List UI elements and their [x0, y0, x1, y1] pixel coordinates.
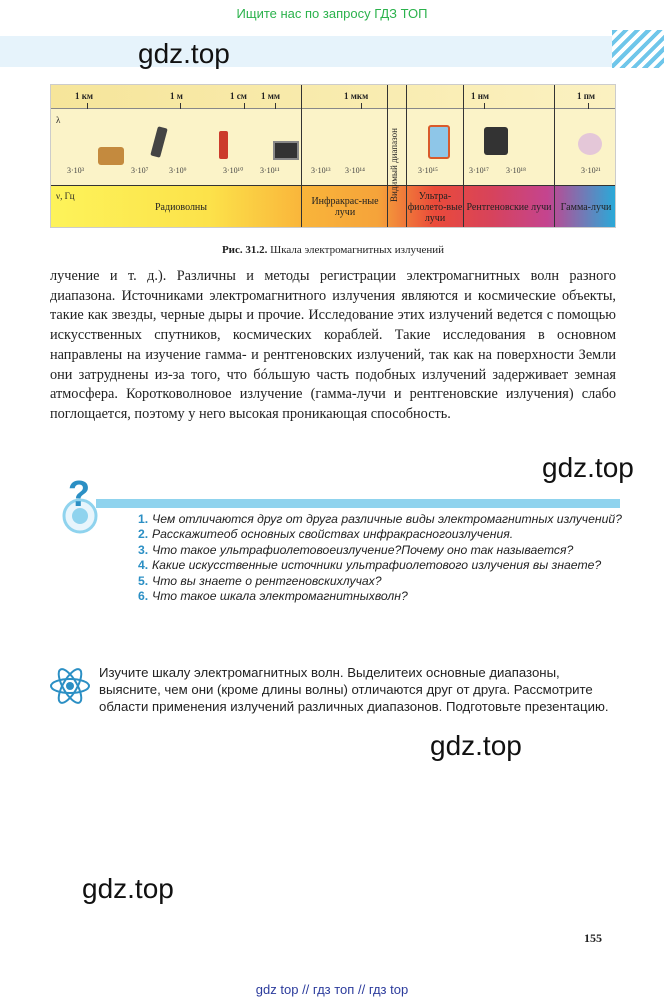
top-banner[interactable]: Ищите нас по запросу ГДЗ ТОП [236, 6, 428, 21]
caption-label: Рис. 31.2. [221, 244, 268, 256]
mobile-icon [219, 131, 228, 159]
tick [244, 103, 245, 109]
question-text: Расскажитеоб основных свойствах инфракрасногоизлучения. [152, 527, 514, 542]
lambda-symbol: λ [56, 115, 61, 125]
question-number: 4. [138, 558, 149, 573]
svg-text:?: ? [68, 478, 90, 514]
footer-link[interactable]: гдз top [368, 982, 409, 997]
body-paragraph: лучение и т. д.). Различны и методы регистрации электромагнитных волн разного диапазона. Источниками электромагнитного излучения являются и космические объекты, такие как звезды, черные дыры и прочие. Исследование этих излучений ведется с помощью искусственных спутников, космических кораблей. Такие исследования в основном направлены на изучение гамма- и рентгеновских излучений, так как на поверхности Земли они затруднены из-за того, что бóльшую часть подобных излучений задерживает земная атмосфера. Коротковолновое излучение (гамма-лучи и рентгеновские излучения) слабо поглощается, поэтому у него высокая проникающая способность. [50, 268, 616, 422]
footer-separator: // [357, 982, 366, 997]
question-icon [54, 478, 104, 538]
wavelength-label: 1 км [75, 91, 94, 101]
band-ultraviolet: Ультра-фиолето-вые лучи [407, 190, 463, 224]
frequency-label: 3·10⁹ [169, 166, 187, 175]
question-item [138, 589, 622, 604]
xray-image-icon [484, 127, 508, 155]
question-item [138, 512, 622, 527]
footer-separator: // [302, 982, 310, 997]
question-text: Что вы знаете о рентгеновскихлучах? [152, 573, 382, 588]
questions-bar [96, 499, 620, 508]
header-stripes [612, 30, 664, 68]
question-item [138, 543, 622, 558]
question-text: Чем отличаются друг от друга различные виды электромагнитных излучений? [152, 512, 622, 526]
visible-range-label: Видимый диапазон [389, 128, 399, 202]
tick [275, 103, 276, 109]
band-gamma: Гамма-лучи [560, 201, 612, 213]
watermark: gdz.top [430, 730, 522, 761]
microwave-icon [273, 141, 299, 160]
band-xray: Рентгеновские лучи [466, 201, 552, 213]
frequency-label: 3·10¹¹ [260, 166, 280, 175]
frequency-label: 3·10¹⁷ [469, 166, 489, 175]
tick [180, 103, 181, 109]
question-number: 3. [138, 542, 149, 557]
footer-links [0, 982, 664, 997]
question-item [138, 558, 622, 573]
frequency-label: 3·10¹⁵ [418, 166, 438, 175]
frequency-label: 3·10¹⁰ [223, 166, 244, 175]
frequency-label: 3·10¹⁸ [506, 166, 526, 175]
header-bar [0, 36, 664, 67]
question-number: 6. [138, 589, 149, 604]
wavelength-label: 1 нм [471, 91, 490, 101]
band-divider [387, 85, 388, 228]
tick [87, 103, 88, 109]
watermark: gdz.top [82, 873, 174, 904]
figure-caption [50, 244, 616, 256]
wavelength-label: 1 см [230, 91, 247, 101]
page-number: 155 [584, 931, 602, 945]
divider [51, 108, 615, 109]
caption-text: Шкала электромагнитных излучений [270, 244, 445, 256]
frequency-label: 3·10²¹ [581, 166, 601, 175]
watermark: gdz.top [138, 38, 230, 69]
wavelength-label: 1 пм [577, 91, 596, 101]
tick [361, 103, 362, 109]
question-text: Что такое ультрафиолетовоеизлучение?Почему оно так называется? [152, 542, 574, 557]
uv-lamp-icon [428, 125, 450, 159]
nu-label: ν, Гц [56, 191, 75, 201]
task-text: Изучите шкалу электромагнитных волн. Выделитеих основные диапазоны, выясните, чем они (кроме длины волны) отличаются друг от друга. Рассмотрите области применения излучений различных диапазонов. Подготовьте презентацию. [99, 665, 609, 714]
atom-cluster-icon [578, 133, 602, 155]
question-item [138, 574, 622, 589]
band-infrared: Инфракрас-ные лучи [311, 196, 379, 218]
footer-link[interactable]: гдз топ [312, 982, 355, 997]
wavelength-strip [51, 85, 615, 108]
question-text: Какие искусственные источники ультрафиолетового излучения вы знаете? [152, 558, 602, 573]
question-text: Что такое шкала электромагнитныхволн? [152, 589, 408, 604]
band-divider [301, 85, 302, 228]
frequency-label: 3·10⁷ [131, 166, 149, 175]
frequency-label: 3·10¹³ [311, 166, 331, 175]
question-number: 5. [138, 573, 149, 588]
atom-icon [48, 664, 92, 708]
question-number: 1. [138, 512, 149, 526]
question-item [138, 527, 622, 542]
em-scale-figure [50, 84, 616, 228]
tick [588, 103, 589, 109]
tick [484, 103, 485, 109]
frequency-label: 3·10¹⁴ [345, 166, 365, 175]
wavelength-label: 1 мм [261, 91, 281, 101]
questions-list [138, 512, 622, 604]
radio-icon [98, 147, 124, 165]
footer-link[interactable]: gdz top [255, 982, 299, 997]
frequency-label: 3·10³ [67, 166, 85, 175]
wavelength-label: 1 м [170, 91, 183, 101]
phone-icon [150, 126, 167, 158]
band-radio: Радиоволны [154, 201, 208, 213]
wavelength-label: 1 мкм [344, 91, 369, 101]
question-number: 2. [138, 527, 149, 542]
watermark: gdz.top [542, 452, 634, 483]
